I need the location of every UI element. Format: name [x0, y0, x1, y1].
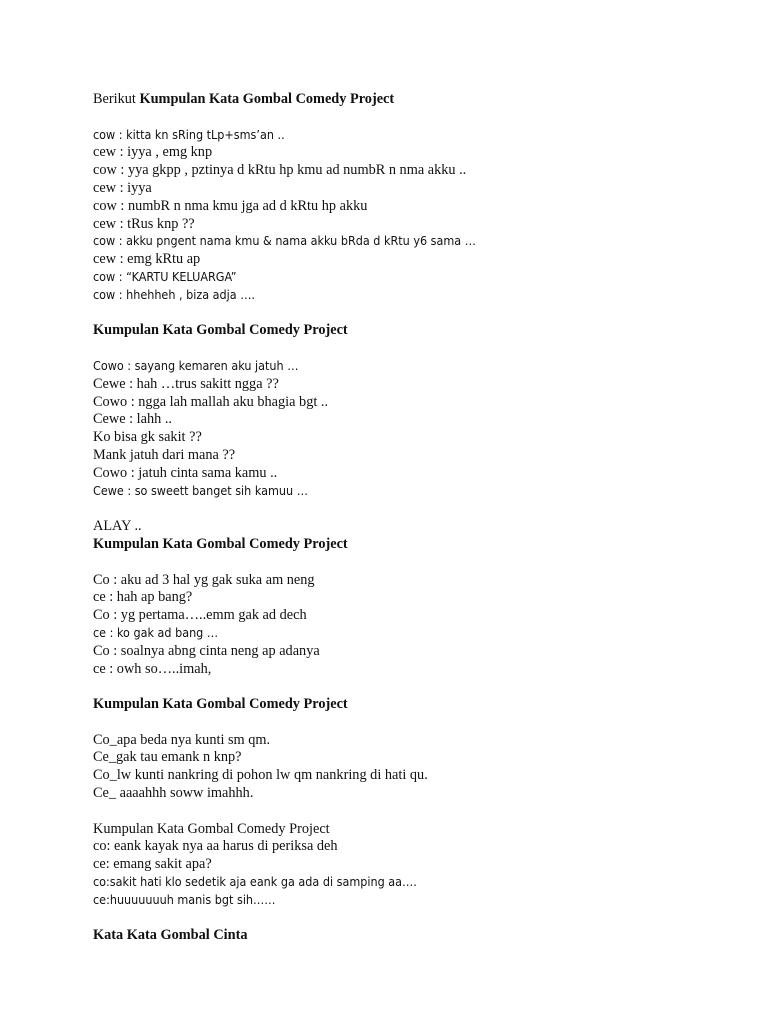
dialogue-line: Co : aku ad 3 hal yg gak suka am neng	[93, 571, 315, 588]
spacer	[93, 109, 733, 127]
dialogue-line: cow : numbR n nma kmu jga ad d kRtu hp akku	[93, 197, 368, 214]
dialogue-line: Cowo : jatuh cinta sama kamu ..	[93, 464, 278, 481]
dialogue-line: Ce_ aaaahhh soww imahhh.	[93, 785, 254, 802]
dialogue-line: ce:huuuuuuuh manis bgt sih……	[93, 892, 276, 907]
dialogue-line: Co_apa beda nya kunti sm qm.	[93, 731, 271, 748]
dialogue-line: cow : “KARTU KELUARGA”	[93, 269, 237, 284]
dialogue-block-4	[93, 732, 733, 803]
dialogue-line: cew : emg kRtu ap	[93, 251, 201, 268]
dialogue-line: Cewe : lahh ..	[93, 411, 173, 428]
dialogue-line: co:sakit hati klo sedetik aja eank ga ada di samping aa….	[93, 875, 417, 890]
intro-title: Kumpulan Kata Gombal Comedy Project	[139, 91, 395, 107]
dialogue-line: Cewe : hah …trus sakitt ngga ??	[93, 375, 279, 392]
dialogue-line: ce : owh so…..imah,	[93, 660, 212, 677]
spacer	[93, 554, 733, 572]
section-heading: Kumpulan Kata Gombal Comedy Project	[93, 696, 348, 713]
section-heading: Kumpulan Kata Gombal Comedy Project	[93, 535, 348, 552]
dialogue-line: ce : ko gak ad bang …	[93, 625, 219, 640]
dialogue-line: Mank jatuh dari mana ??	[93, 446, 236, 463]
spacer	[93, 678, 733, 696]
dialogue-block-3	[93, 572, 733, 679]
dialogue-line: cow : yya gkpp , pztinya d kRtu hp kmu ad numbR n nma akku ..	[93, 162, 467, 179]
spacer	[93, 714, 733, 732]
dialogue-line: cew : iyya	[93, 179, 152, 196]
dialogue-line: Ko bisa gk sakit ??	[93, 429, 202, 446]
dialogue-line: ce : hah ap bang?	[93, 589, 193, 606]
spacer	[93, 803, 733, 821]
dialogue-line: cow : kitta kn sRing tLp+sms’an ..	[93, 127, 285, 142]
section-heading: Kumpulan Kata Gombal Comedy Project	[93, 820, 330, 837]
section-heading: Kumpulan Kata Gombal Comedy Project	[93, 322, 348, 339]
dialogue-line: Cowo : sayang kemaren aku jatuh …	[93, 358, 299, 373]
section-heading: Kata Kata Gombal Cinta	[93, 927, 248, 944]
intro-prefix: Berikut	[93, 91, 140, 107]
spacer	[93, 305, 733, 323]
dialogue-line: Cowo : ngga lah mallah aku bhagia bgt ..	[93, 393, 329, 410]
spacer	[93, 500, 733, 518]
spacer	[93, 910, 733, 928]
intro-line	[93, 91, 733, 109]
dialogue-line: cow : akku pngent nama kmu & nama akku bRda d kRtu y6 sama …	[93, 234, 476, 249]
dialogue-line: Co : yg pertama…..emm gak ad dech	[93, 607, 307, 624]
dialogue-line: Co_lw kunti nankring di pohon lw qm nankring di hati qu.	[93, 767, 428, 784]
dialogue-line: cew : iyya , emg knp	[93, 144, 213, 161]
section-prelude: ALAY ..	[93, 518, 142, 535]
dialogue-line: cow : hhehheh , biza adja ….	[93, 287, 255, 302]
spacer	[93, 340, 733, 358]
dialogue-block-5	[93, 838, 733, 909]
document-body	[93, 91, 733, 945]
dialogue-line: Co : soalnya abng cinta neng ap adanya	[93, 642, 320, 659]
dialogue-line: cew : tRus knp ??	[93, 215, 195, 232]
dialogue-line: ce: emang sakit apa?	[93, 856, 212, 873]
dialogue-line: Cewe : so sweett banget sih kamuu …	[93, 483, 308, 498]
dialogue-block-1	[93, 127, 733, 305]
dialogue-block-2	[93, 358, 733, 500]
dialogue-line: Ce_gak tau emank n knp?	[93, 749, 242, 766]
dialogue-line: co: eank kayak nya aa harus di periksa deh	[93, 838, 338, 855]
